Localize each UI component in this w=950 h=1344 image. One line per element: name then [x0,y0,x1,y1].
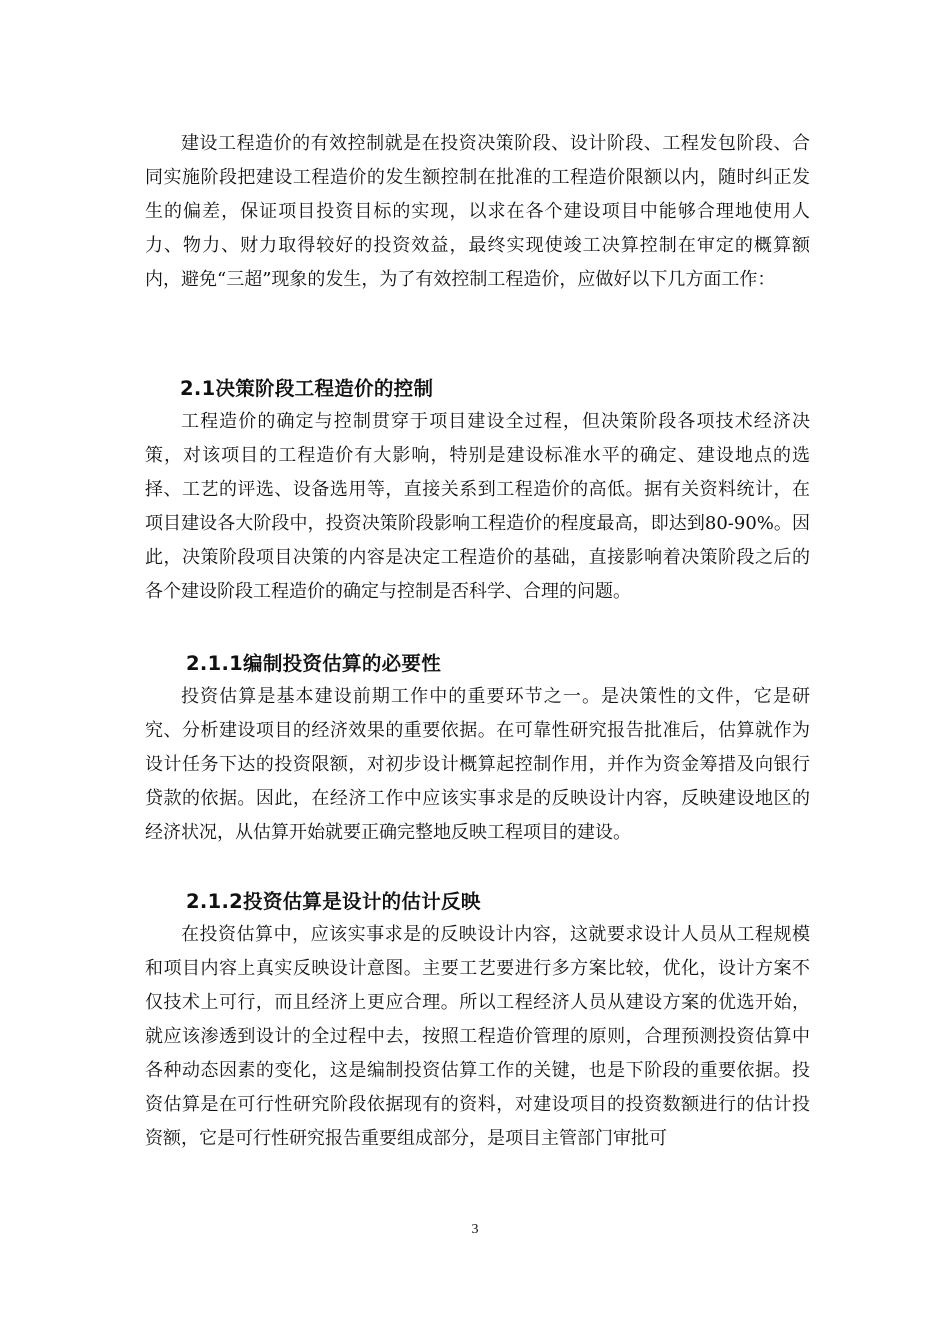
section-2-1-2-paragraph [145,918,810,1156]
paragraph-text: 工程造价的确定与控制贯穿于项目建设全过程，但决策阶段各项技术经济决策，对该项目的工程造价有大影响，特别是建设标准水平的确定、建设地点的选择、工艺的评选、设备选用等，直接关系到工程造价的高低。据有关资料统计，在项目建设各大阶段中，投资决策阶段影响工程造价的程度最高，即达到80-90%。因此，决策阶段项目决策的内容是决定工程造价的基础，直接影响着决策阶段之后的各个建设阶段工程造价的确定与控制是否科学、合理的问题。 [145,411,810,602]
page-number: 3 [471,1222,479,1237]
paragraph-text: 建设工程造价的有效控制就是在投资决策阶段、设计阶段、工程发包阶段、合同实施阶段把建设工程造价的发生额控制在批准的工程造价限额以内，随时纠正发生的偏差，保证项目投资目标的实现，以求在各个建设项目中能够合理地使用人力、物力、财力取得较好的投资效益，最终实现使竣工决算控制在审定的概算额内，避免“三超”现象的发生，为了有效控制工程造价，应做好以下几方面工作： [145,133,810,290]
paragraph-text: 在投资估算中，应该实事求是的反映设计内容，这就要求设计人员从工程规模和项目内容上真实反映设计意图。主要工艺要进行多方案比较，优化，设计方案不仅技术上可行，而且经济上更应合理。所以工程经济人员从建设方案的优选开始，就应该渗透到设计的全过程中去，按照工程造价管理的原则，合理预测投资估算中各种动态因素的变化，这是编制投资估算工作的关键，也是下阶段的重要依据。投资估算是在可行性研究阶段依据现有的资料，对建设项目的投资数额进行的估计投资额，它是可行性研究报告重要组成部分，是项目主管部门审批可 [145,924,810,1149]
section-2-1-1-paragraph [145,680,810,850]
section-heading-2-1: 2.1决策阶段工程造价的控制 [180,377,434,400]
paragraph-text: 投资估算是基本建设前期工作中的重要环节之一。是决策性的文件，它是研究、分析建设项目的经济效果的重要依据。在可靠性研究报告批准后，估算就作为设计任务下达的投资限额，对初步设计概算起控制作用，并作为资金筹措及向银行贷款的依据。因此，在经济工作中应该实事求是的反映设计内容，反映建设地区的经济状况，从估算开始就要正确完整地反映工程项目的建设。 [145,686,810,843]
section-heading-2-1-1: 2.1.1编制投资估算的必要性 [186,652,442,675]
section-2-1-paragraph [145,405,810,609]
intro-paragraph [145,127,810,297]
section-heading-2-1-2: 2.1.2投资估算是设计的估计反映 [186,890,481,913]
